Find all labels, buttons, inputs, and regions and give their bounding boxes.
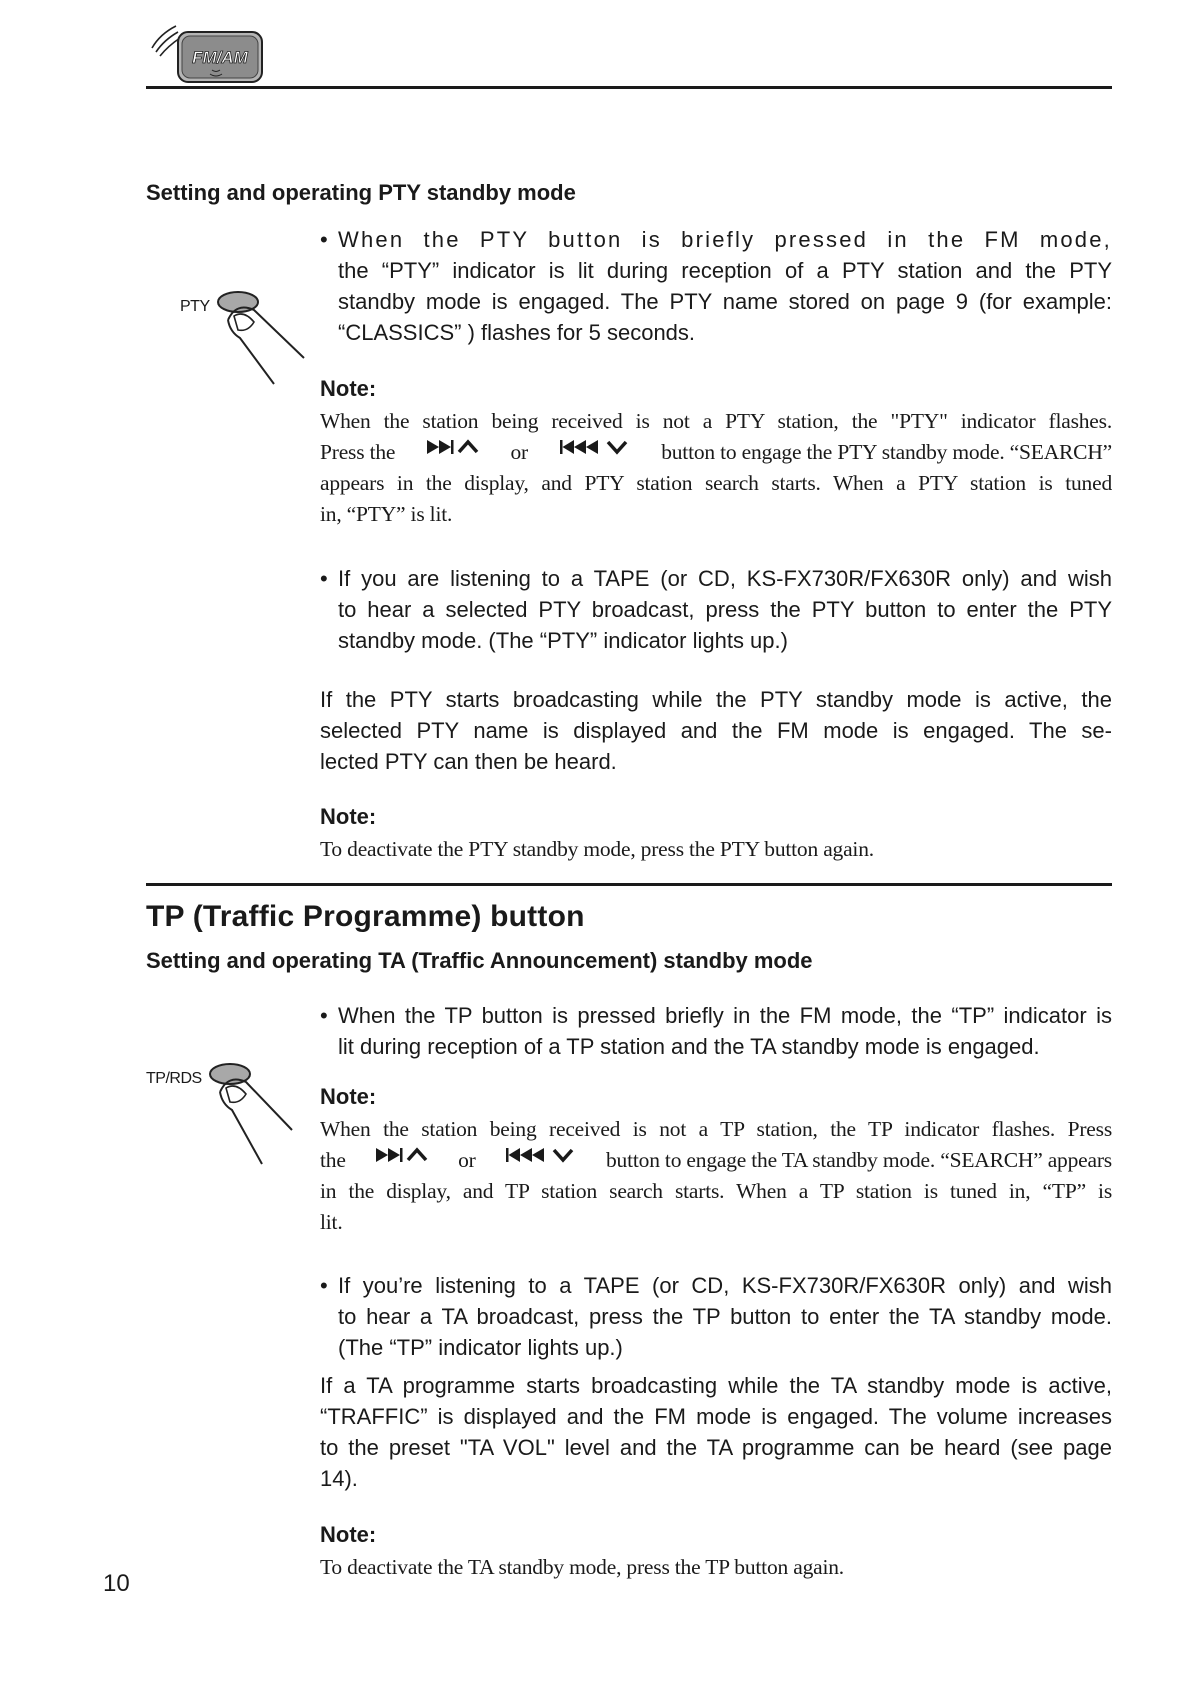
pty-bullet-1-line: When the PTY button is briefly pressed in the FM mode,	[338, 227, 1112, 252]
pty-bullet-2-line: standby mode. (The “PTY” indicator lights up.)	[338, 628, 788, 653]
tp-note-1-line: lit.	[320, 1210, 343, 1234]
pty-note-1-line-2: Press the or button to engage the PTY standby mode. “SEARCH”	[320, 437, 1112, 468]
section-rule	[146, 883, 1112, 886]
tp-note-1-line: When the station being received is not a TP station, the TP indicator flashes. Press	[320, 1117, 1112, 1141]
pty-paragraph-line: selected PTY name is displayed and the FM mode is engaged. The se-	[320, 718, 1112, 743]
next-track-up-icon	[425, 437, 481, 457]
pty-bullet-2-line: If you are listening to a TAPE (or CD, KS-FX730R/FX630R only) and wish	[338, 566, 1112, 591]
prev-track-down-icon	[504, 1145, 578, 1165]
tp-paragraph-line: to the preset "TA VOL" level and the TA programme can be heard (see page	[320, 1435, 1112, 1460]
tp-rds-button-label: TP/RDS	[146, 1070, 202, 1087]
tp-bullet-2-line: If you’re listening to a TAPE (or CD, KS-FX730R/FX630R only) and wish	[338, 1273, 1112, 1298]
tp-note-2: To deactivate the TA standby mode, press the TP button again.	[320, 1555, 844, 1579]
pty-note-2: To deactivate the PTY standby mode, press the PTY button again.	[320, 837, 874, 861]
pty-button-label: PTY	[180, 298, 210, 315]
tp-note-1	[320, 1114, 1112, 1238]
pty-bullet-2-line: to hear a selected PTY broadcast, press the PTY button to enter the PTY	[338, 597, 1112, 622]
tp-bullet-1-line: When the TP button is pressed briefly in the FM mode, the “TP” indicator is	[338, 1003, 1112, 1028]
tp-paragraph	[320, 1370, 1112, 1494]
pty-note-1-line: When the station being received is not a PTY station, the "PTY" indicator flashes.	[320, 409, 1112, 433]
pty-paragraph	[320, 684, 1112, 777]
tp-rds-button-illustration	[146, 1060, 306, 1170]
pty-subheading: Setting and operating PTY standby mode	[146, 180, 576, 205]
tp-paragraph-line: “TRAFFIC” is displayed and the FM mode is engaged. The volume increases	[320, 1404, 1112, 1429]
prev-track-down-icon	[558, 437, 632, 457]
tp-section-title: TP (Traffic Programme) button	[146, 900, 585, 933]
pty-button-illustration	[180, 288, 310, 388]
finger-press-icon	[206, 1060, 306, 1170]
pty-bullet-1-line: the “PTY” indicator is lit during reception of a PTY station and the PTY	[338, 258, 1112, 283]
pty-paragraph-line: lected PTY can then be heard.	[320, 749, 617, 774]
pty-note-1	[320, 406, 1112, 530]
pty-bullet-1-line: standby mode is engaged. The PTY name stored on page 9 (for example:	[338, 289, 1112, 314]
logo-text: FM/AM	[192, 48, 248, 67]
tp-note-1-line: in the display, and TP station search starts. When a TP station is tuned in, “TP” is	[320, 1179, 1112, 1203]
fm-am-radio-icon	[146, 18, 266, 88]
pty-note-1-label: Note:	[320, 376, 377, 401]
tp-paragraph-line: 14).	[320, 1466, 358, 1491]
pty-paragraph-line: If the PTY starts broadcasting while the PTY standby mode is active, the	[320, 687, 1112, 712]
pty-note-1-line: appears in the display, and PTY station search starts. When a PTY station is tuned	[320, 471, 1112, 495]
next-track-up-icon	[374, 1145, 430, 1165]
pty-bullet-1-line: “CLASSICS” ) flashes for 5 seconds.	[338, 320, 696, 345]
tp-subheading: Setting and operating TA (Traffic Announcement) standby mode	[146, 948, 813, 973]
tp-paragraph-line: If a TA programme starts broadcasting while the TA standby mode is active,	[320, 1373, 1112, 1398]
pty-note-1-line: in, “PTY” is lit.	[320, 502, 453, 526]
tp-note-1-line-2: the or button to engage the TA standby mode. “SEARCH” appears	[320, 1145, 1112, 1176]
header-rule	[146, 86, 1112, 89]
tp-bullet-1-line: lit during reception of a TP station and the TA standby mode is engaged.	[338, 1034, 1040, 1059]
tp-note-1-label: Note:	[320, 1084, 377, 1109]
page-number: 10	[103, 1570, 130, 1597]
finger-press-icon	[214, 288, 314, 388]
fm-am-logo	[146, 18, 266, 88]
pty-note-2-label: Note:	[320, 804, 377, 829]
tp-bullet-2-line: (The “TP” indicator lights up.)	[338, 1335, 623, 1360]
tp-note-2-label: Note:	[320, 1522, 377, 1547]
tp-bullet-2-line: to hear a TA broadcast, press the TP button to enter the TA standby mode.	[338, 1304, 1112, 1329]
